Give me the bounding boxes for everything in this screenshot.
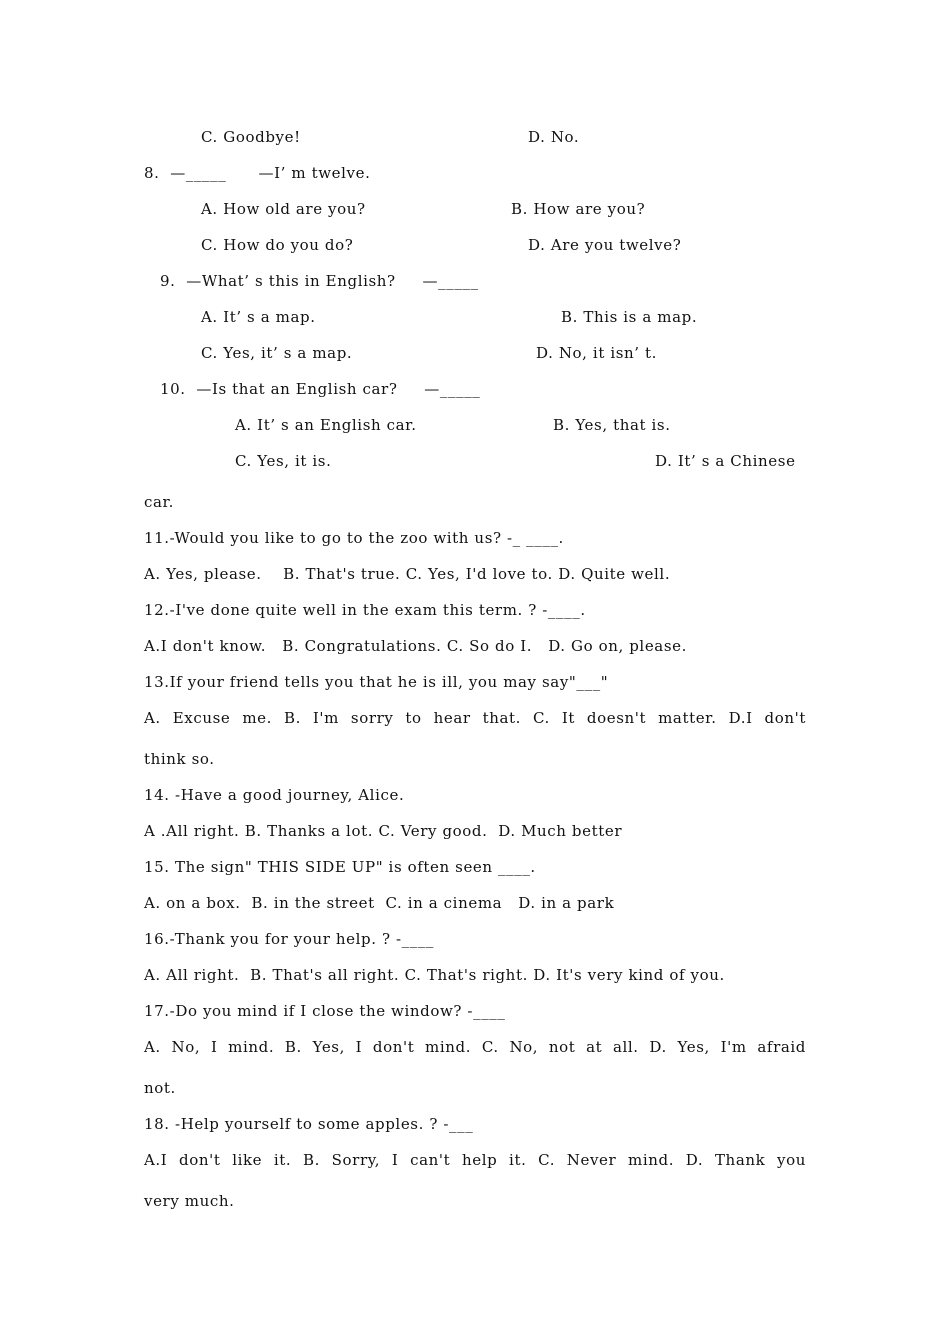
q9-option-b: B. This is a map. (561, 308, 698, 326)
q8-stem: 8. —_____ —I’ m twelve. (144, 164, 371, 182)
q18-options: A.I don't like it. B. Sorry, I can't help it. C. Never mind. D. Thank you (144, 1151, 806, 1169)
q13-options-continued: think so. (144, 750, 215, 768)
q10-option-d-continued: car. (144, 493, 175, 511)
q9-option-c: C. Yes, it’ s a map. (201, 344, 353, 362)
q15-options: A. on a box. B. in the street C. in a cinema D. in a park (144, 894, 615, 912)
q8-option-a: A. How old are you? (201, 200, 366, 218)
q8-option-d: D. Are you twelve? (528, 236, 682, 254)
q15-stem: 15. The sign" THIS SIDE UP" is often seen ____. (144, 858, 536, 876)
q12-stem: 12.-I've done quite well in the exam this term. ? -____. (144, 601, 586, 619)
q11-options: A. Yes, please. B. That's true. C. Yes, I'd love to. D. Quite well. (144, 565, 671, 583)
q17-stem: 17.-Do you mind if I close the window? -____ (144, 1002, 506, 1020)
q16-options: A. All right. B. That's all right. C. That's right. D. It's very kind of you. (144, 966, 725, 984)
q10-option-c: C. Yes, it is. (235, 452, 332, 470)
q18-stem: 18. -Help yourself to some apples. ? -___ (144, 1115, 474, 1133)
q10-option-d: D. It’ s a Chinese (655, 452, 796, 470)
q9-option-a: A. It’ s a map. (201, 308, 316, 326)
q10-option-b: B. Yes, that is. (553, 416, 671, 434)
q17-options-continued: not. (144, 1079, 176, 1097)
q13-stem: 13.If your friend tells you that he is ill, you may say"___" (144, 673, 609, 691)
q18-options-continued: very much. (144, 1192, 235, 1210)
q7-option-d: D. No. (528, 128, 580, 146)
q14-options: A .All right. B. Thanks a lot. C. Very good. D. Much better (144, 822, 623, 840)
q16-stem: 16.-Thank you for your help. ? -____ (144, 930, 435, 948)
q17-options: A. No, I mind. B. Yes, I don't mind. C. No, not at all. D. Yes, I'm afraid (144, 1038, 806, 1056)
q14-stem: 14. -Have a good journey, Alice. (144, 786, 405, 804)
q13-options: A. Excuse me. B. I'm sorry to hear that. C. It doesn't matter. D.I don't (144, 709, 806, 727)
q10-option-a: A. It’ s an English car. (235, 416, 417, 434)
q10-stem: 10. —Is that an English car? —_____ (160, 380, 481, 398)
q12-options: A.I don't know. B. Congratulations. C. So do I. D. Go on, please. (144, 637, 687, 655)
q9-stem: 9. —What’ s this in English? —_____ (160, 272, 479, 290)
q8-option-b: B. How are you? (511, 200, 646, 218)
q7-option-c: C. Goodbye! (201, 128, 301, 146)
q11-stem: 11.-Would you like to go to the zoo with us? -_ ____. (144, 529, 564, 547)
q8-option-c: C. How do you do? (201, 236, 354, 254)
q9-option-d: D. No, it isn’ t. (536, 344, 658, 362)
